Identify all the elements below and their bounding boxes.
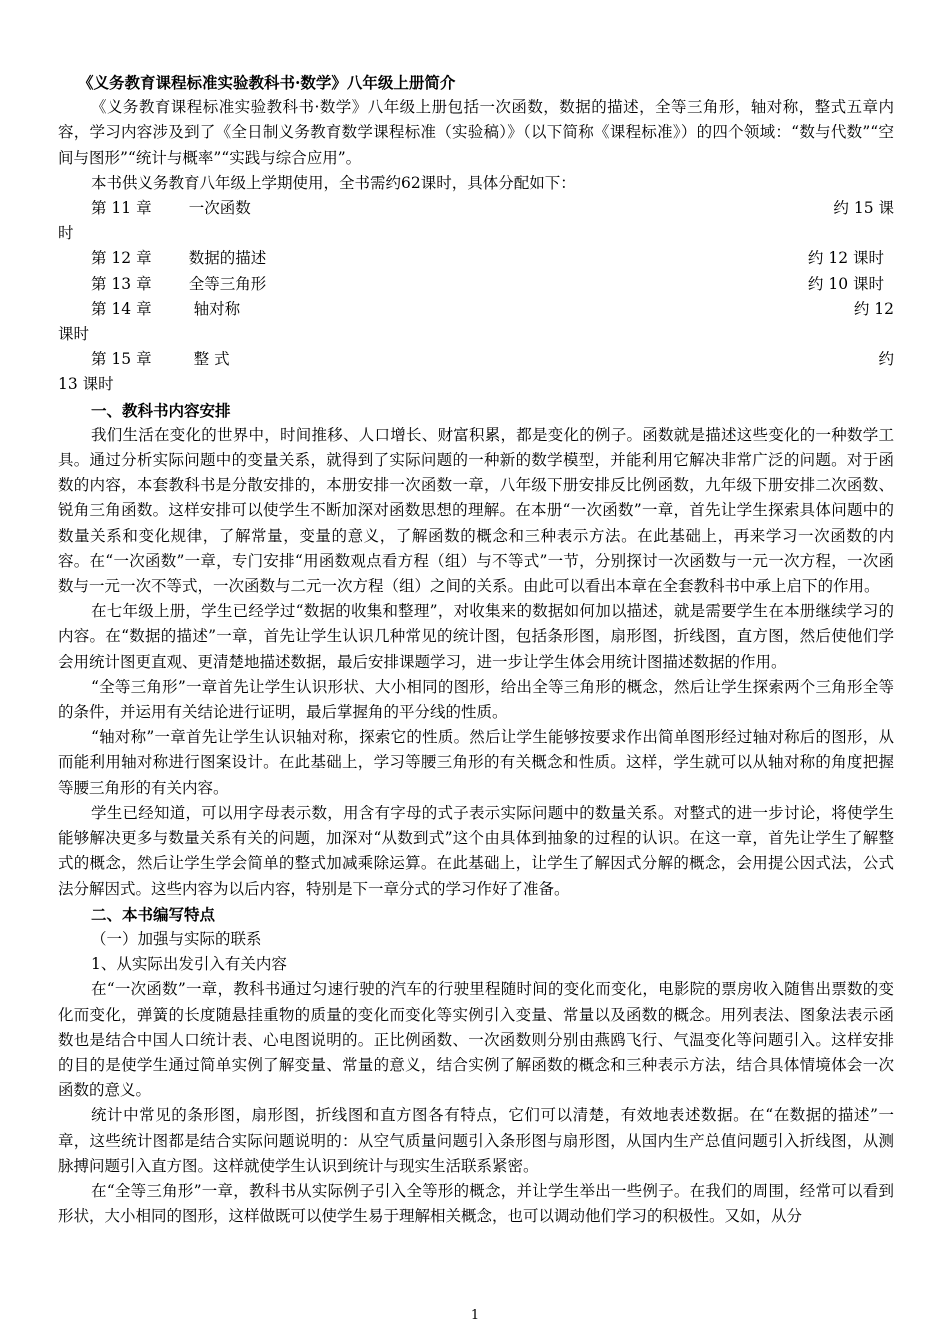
chapter-name: 轴对称 xyxy=(193,299,241,318)
chapter-row xyxy=(58,272,894,297)
chapter-hours: 约 12 xyxy=(853,299,894,318)
chapter-name: 一次函数 xyxy=(188,199,251,218)
page-number: 1 xyxy=(470,1308,480,1323)
chapter-row xyxy=(58,246,894,271)
body-paragraph: 学生已经知道，可以用字母表示数，用含有字母的式子表示实际问题中的数量关系。对整式的进一步讨论，将使学生能够解决更多与数量关系有关的问题，加深对“从数到式”这个由具体到抽象的过程的认识。在这一章，首先让学生了解整式的概念，然后让学生学会简单的整式加减乘除运算。在此基础上，让学生了解因式分解的概念，会用提公因式法，公式法分解因式。这些内容为以后内容，特别是下一章分式的学习作好了准备。 xyxy=(58,803,894,898)
chapter-hours: 约 xyxy=(878,350,894,369)
body-paragraph: 在“一次函数”一章，教科书通过匀速行驶的汽车的行驶里程随时间的变化而变化，电影院的票房收入随售出票数的变化而变化，弹簧的长度随悬挂重物的质量的变化而变化等实例引入变量、常量以及函数的概念。用列表法、图象法表示函数也是结合中国人口统计表、心电图说明的。正比例函数、一次函数则分别由燕鸥飞行、气温变化等问题引入。这样安排的目的是使学生通过简单实例了解变量、常量的意义，结合实例了解函数的概念和三种表示方法，结合具体情境体会一次函数的意义。 xyxy=(58,980,894,1100)
chapter-hours: 约 15 课 xyxy=(833,199,894,218)
chapter-row xyxy=(58,347,894,372)
body-paragraph: “全等三角形”一章首先让学生认识形状、大小相同的图形，给出全等三角形的概念，然后让学生探索两个三角形全等的条件，并运用有关结论进行证明，最后掌握角的平分线的性质。 xyxy=(58,677,894,722)
body-paragraph: 在“全等三角形”一章，教科书从实际例子引入全等形的概念，并让学生举出一些例子。在我们的周围，经常可以看到形状，大小相同的图形，这样做既可以使学生易于理解相关概念，也可以调动他们学习的积极性。又如，从分 xyxy=(58,1181,894,1226)
subsection-heading: （一）加强与实际的联系 xyxy=(91,929,262,948)
document-page: 《义务教育课程标准实验教科书·数学》八年级上册简介 《义务教育课程标准实验教科书·数学》八年级上册包括一次函数，数据的描述，全等三角形，轴对称，整式五章内容，学习内容涉及到了《全日制义务教育数学课程标准（实验稿）》（以下简称《课程标准》）的四个领域：“数与代数”“空间与图形”“统计与概率”“实践与综合应用”。 本书供义务教育八年级上学期使用，全书需约62课时，具体分配如下： 第 11 章 一次函数 约 15 课 时 第 12 章 数据的描述 约 12 课时 第 13 章 全等三角形 约 10 课时 第 14 章 轴对称 约 12 课时 第 15 章 整 式 约 13 课时 一、教科书内容安排 我们生活在变化的世界中，时间推移、人口增长、财富积累，都是变化的例子。函数就是描述这些变化的一种数学工具。通过分析实际问题中的变量关系，就得到了实际问题的一种新的数学模型，并能利用它解决非常广泛的问题。对于函数的内容，本套教科书是分散安排的，本册安排一次函数一章，八年级下册安排反比例函数，九年级下册安排二次函数、锐角三角函数。这样安排可以使学生不断加深对函数思想的理解。在本册“一次函数”一章，首先让学生探索具体问题中的数量关系和变化规律，了解常量，变量的意义，了解函数的概念和三种表示方法。在此基础上，再来学习一次函数的内容。在“一次函数”一章，专门安排“用函数观点看方程（组）与不等式”一节，分别探讨一次函数与一元一次方程，一次函数与一元一次不等式，一次函数与二元一次方程（组）之间的关系。由此可以看出本章在全套教科书中承上启下的作用。 在七年级上册，学生已经学过“数据的收集和整理”，对收集来的数据如何加以描述，就是需要学生在本册继续学习的内容。在“数据的描述”一章，首先让学生认识几种常见的统计图，包括条形图，扇形图，折线图，直方图，然后使他们学会用统计图更直观、更清楚地描述数据，最后安排课题学习，进一步让学生体会用统计图描述数据的作用。 “全等三角形”一章首先让学生认识形状、大小相同的图形，给出全等三角形的概念，然后让学生探索两个三角形全等的条件，并运用有关结论进行证明，最后掌握角的平分线的性质。 “轴对称”一章首先让学生认识轴对称，探索它的性质。然后让学生能够按要求作出简单图形经过轴对称后的图形，从而能利用轴对称进行图案设计。在此基础上，学习等腰三角形的有关概念和性质。这样，学生就可以从轴对称的角度把握等腰三角形的有关内容。 学生已经知道，可以用字母表示数，用含有字母的式子表示实际问题中的数量关系。对整式的进一步讨论，将使学生能够解决更多与数量关系有关的问题，加深对“从数到式”这个由具体到抽象的过程的认识。在这一章，首先让学生了解整式的概念，然后让学生学会简单的整式加减乘除运算。在此基础上，让学生了解因式分解的概念，会用提公因式法，公式法分解因式。这些内容为以后内容，特别是下一章分式的学习作好了准备。 二、本书编写特点 （一）加强与实际的联系 1、从实际出发引入有关内容 在“一次函数”一章，教科书通过匀速行驶的汽车的行驶里程随时间的变化而变化，电影院的票房收入随售出票数的变化而变化，弹簧的长度随悬挂重物的质量的变化而变化等实例引入变量、常量以及函数的概念。用列表法、图象法表示函数也是结合中国人口统计表、心电图说明的。正比例函数、一次函数则分别由燕鸥飞行、气温变化等问题引入。这样安排的目的是使学生通过简单实例了解变量、常量的意义，结合实例了解函数的概念和三种表示方法，结合具体情境体会一次函数的意义。 统计中常见的条形图，扇形图，折线图和直方图各有特点，它们可以清楚，有效地表述数据。在“在数据的描述”一章，这些统计图都是结合实际问题说明的：从空气质量问题引入条形图与扇形图，从国内生产总值问题引入折线图，从测脉搏问题引入直方图。这样就使学生认识到统计与现实生活联系紧密。 在“全等三角形”一章，教科书从实际例子引入全等形的概念，并让学生举出一些例子。在我们的周围，经常可以看到形状，大小相同的图形，这样做既可以使学生易于理解相关概念，也可以调动他们学习的积极性。又如，从分 xyxy=(58,70,894,1229)
chapter-number: 第 11 章 xyxy=(91,199,152,218)
body-paragraph: 统计中常见的条形图，扇形图，折线图和直方图各有特点，它们可以清楚，有效地表述数据。在“在数据的描述”一章，这些统计图都是结合实际问题说明的：从空气质量问题引入条形图与扇形图，从国内生产总值问题引入折线图，从测脉搏问题引入直方图。这样就使学生认识到统计与现实生活联系紧密。 xyxy=(58,1106,894,1175)
document-title: 《义务教育课程标准实验教科书·数学》八年级上册简介 xyxy=(78,73,456,92)
intro-paragraph: 本书供义务教育八年级上学期使用，全书需约62课时，具体分配如下： xyxy=(91,173,576,192)
chapter-number: 第 12 章 xyxy=(91,249,152,268)
chapter-name: 整 式 xyxy=(193,350,230,369)
chapter-hours: 约 10 课时 xyxy=(807,274,884,293)
body-paragraph: “轴对称”一章首先让学生认识轴对称，探索它的性质。然后让学生能够按要求作出简单图形经过轴对称后的图形，从而能利用轴对称进行图案设计。在此基础上，学习等腰三角形的有关概念和性质。这样，学生就可以从轴对称的角度把握等腰三角形的有关内容。 xyxy=(58,728,894,797)
chapter-number: 第 14 章 xyxy=(91,299,152,318)
intro-paragraph: 《义务教育课程标准实验教科书·数学》八年级上册包括一次函数，数据的描述，全等三角形，轴对称，整式五章内容，学习内容涉及到了《全日制义务教育数学课程标准（实验稿）》（以下简称《课程标准》）的四个领域：“数与代数”“空间与图形”“统计与概率”“实践与综合应用”。 xyxy=(58,98,894,167)
chapter-row xyxy=(58,297,894,322)
chapter-name: 全等三角形 xyxy=(188,274,267,293)
chapter-number: 第 15 章 xyxy=(91,350,152,369)
subsection-heading: 1、从实际出发引入有关内容 xyxy=(91,955,287,974)
body-paragraph: 在七年级上册，学生已经学过“数据的收集和整理”，对收集来的数据如何加以描述，就是需要学生在本册继续学习的内容。在“数据的描述”一章，首先让学生认识几种常见的统计图，包括条形图，扇形图，折线图，直方图，然后使他们学会用统计图更直观、更清楚地描述数据，最后安排课题学习，进一步让学生体会用统计图描述数据的作用。 xyxy=(58,602,894,671)
chapter-number: 第 13 章 xyxy=(91,274,152,293)
body-paragraph: 我们生活在变化的世界中，时间推移、人口增长、财富积累，都是变化的例子。函数就是描述这些变化的一种数学工具。通过分析实际问题中的变量关系，就得到了实际问题的一种新的数学模型，并能利用它解决非常广泛的问题。对于函数的内容，本套教科书是分散安排的，本册安排一次函数一章，八年级下册安排反比例函数，九年级下册安排二次函数、锐角三角函数。这样安排可以使学生不断加深对函数思想的理解。在本册“一次函数”一章，首先让学生探索具体问题中的数量关系和变化规律，了解常量，变量的意义，了解函数的概念和三种表示方法。在此基础上，再来学习一次函数的内容。在“一次函数”一章，专门安排“用函数观点看方程（组）与不等式”一节，分别探讨一次函数与一元一次方程，一次函数与一元一次不等式，一次函数与二元一次方程（组）之间的关系。由此可以看出本章在全套教科书中承上启下的作用。 xyxy=(58,425,894,596)
chapter-hours: 约 12 课时 xyxy=(807,249,884,268)
chapter-name: 数据的描述 xyxy=(188,249,267,268)
section-heading: 一、教科书内容安排 xyxy=(91,400,231,420)
section-heading: 二、本书编写特点 xyxy=(91,904,216,924)
chapter-row xyxy=(58,196,894,221)
